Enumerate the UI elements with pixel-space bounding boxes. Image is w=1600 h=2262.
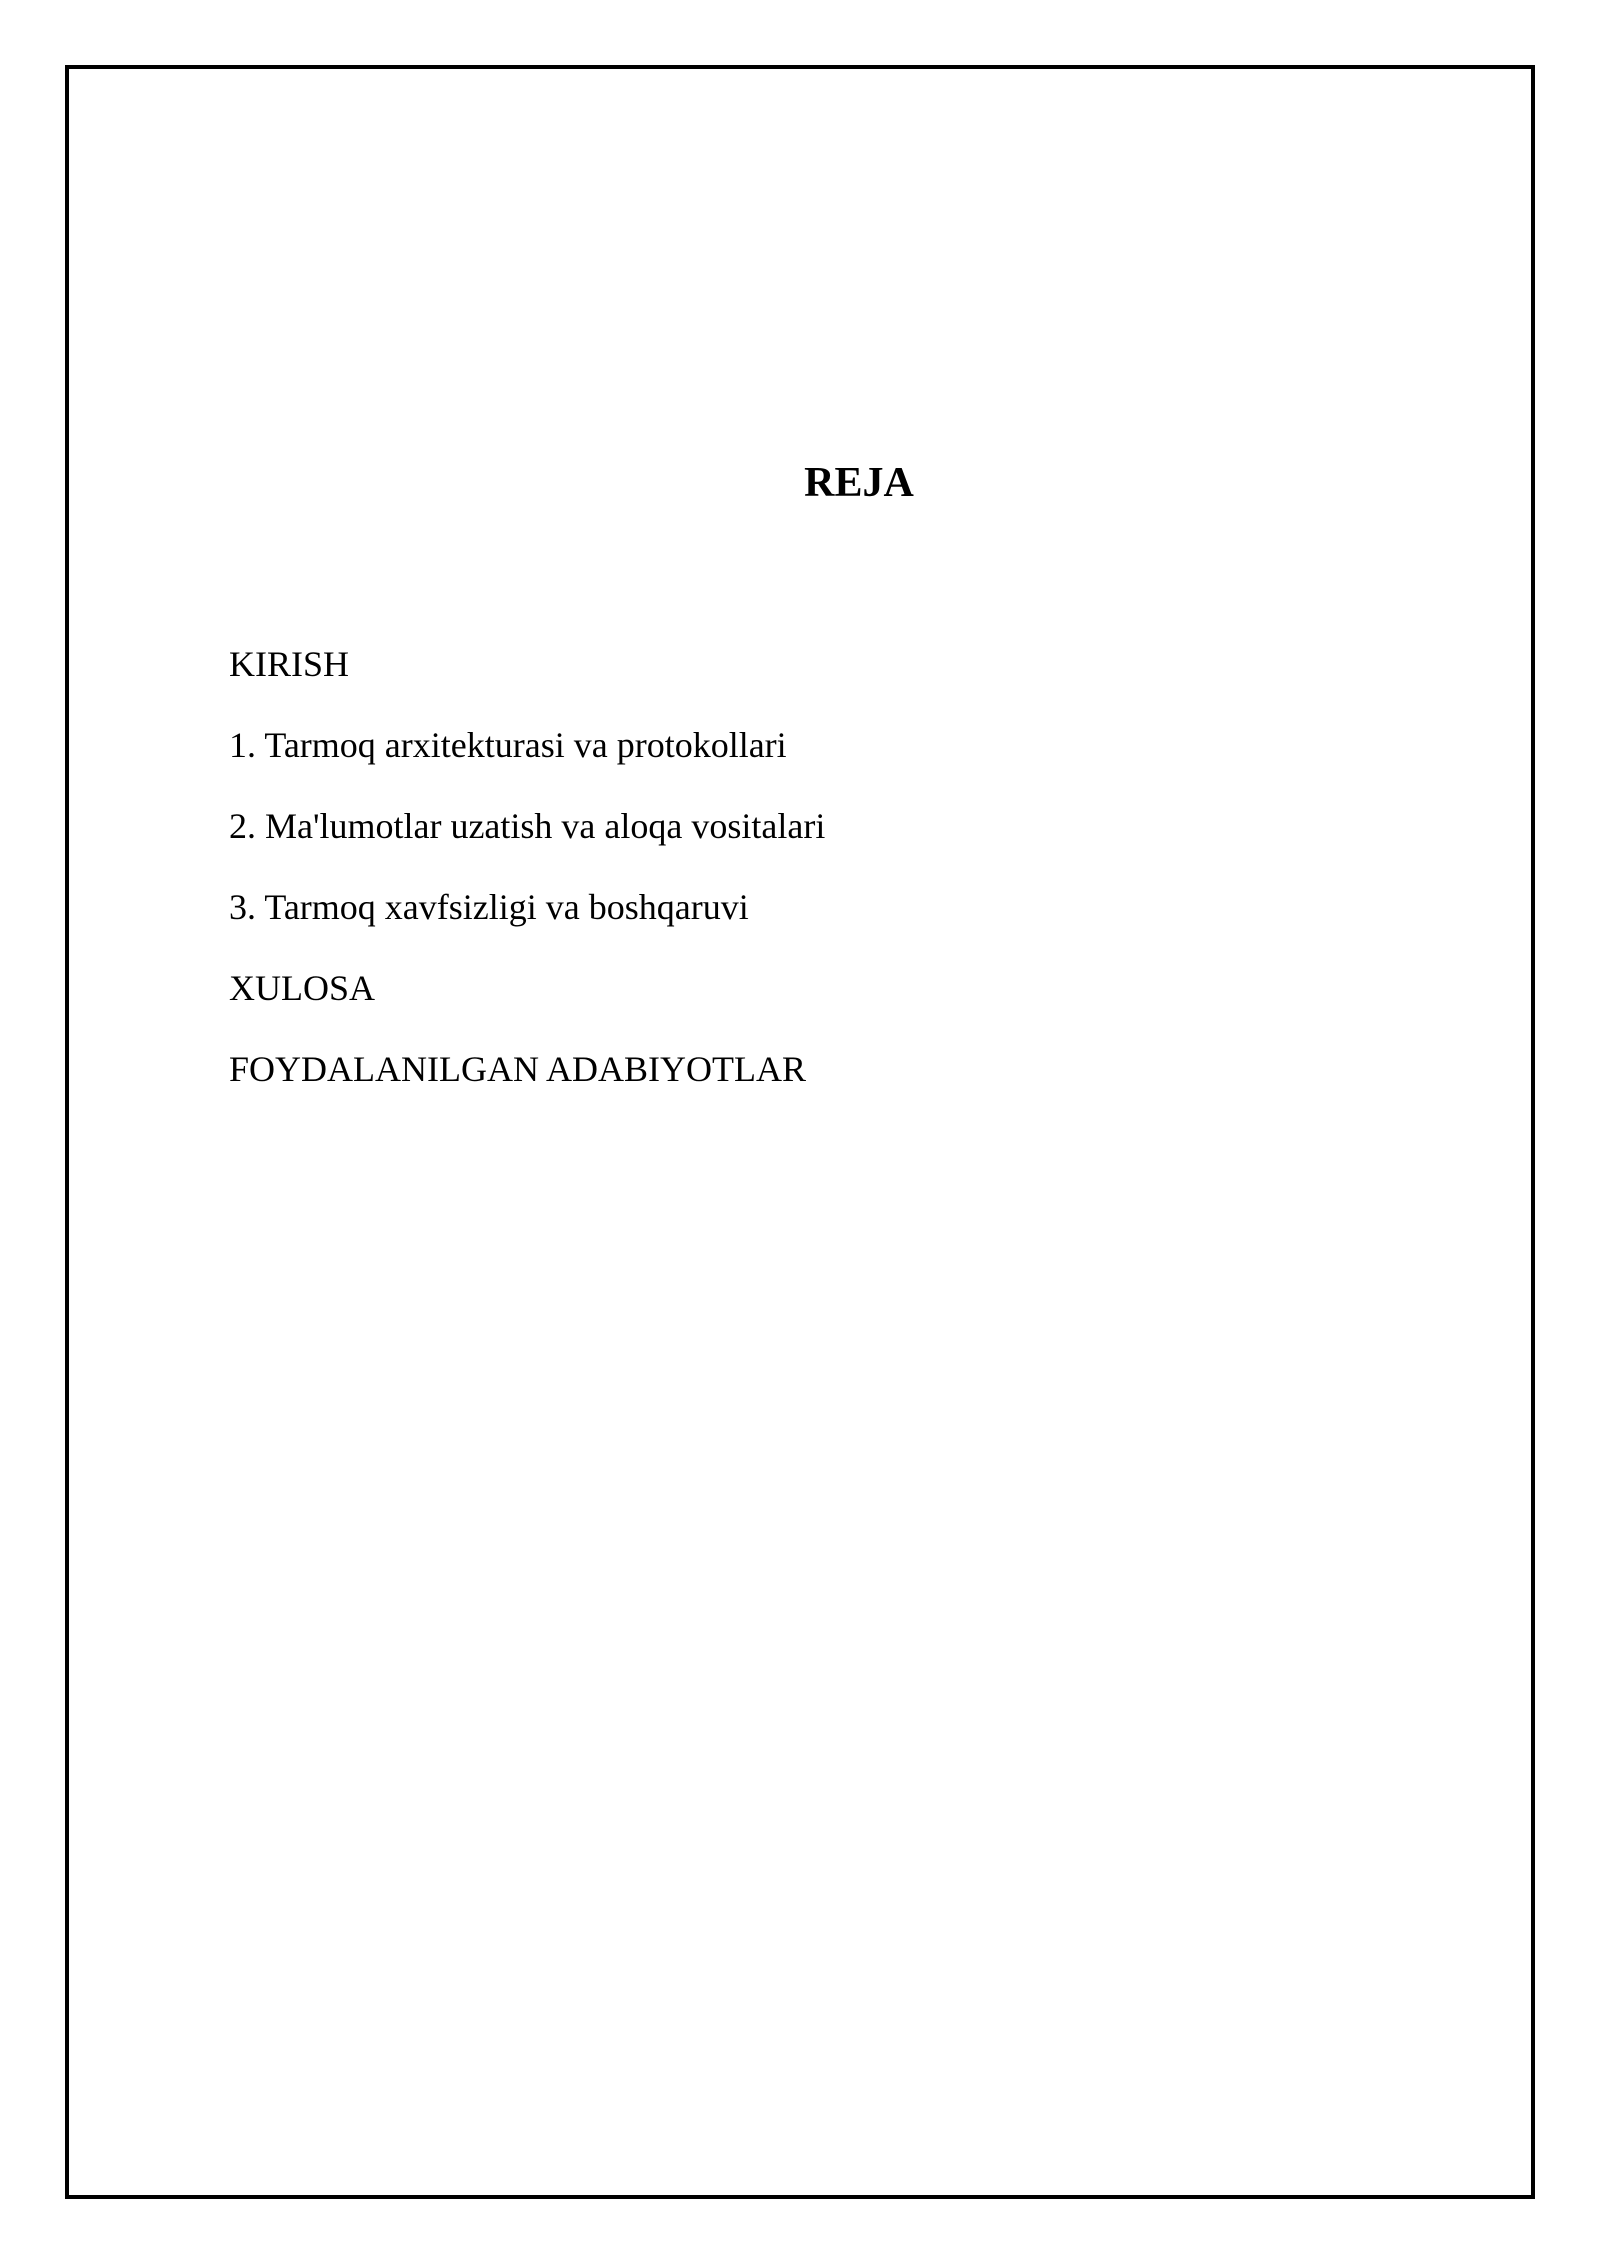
table-of-contents [229, 640, 825, 1126]
toc-item-2: 2. Ma'lumotlar uzatish va aloqa vositalari [229, 806, 826, 846]
toc-item-1: 1. Tarmoq arxitekturasi va protokollari [229, 725, 787, 765]
toc-item-kirish: KIRISH [229, 644, 350, 684]
toc-item-xulosa: XULOSA [229, 968, 376, 1008]
page-title: REJA [804, 460, 914, 506]
toc-item-adabiyotlar: FOYDALANILGAN ADABIYOTLAR [229, 1049, 806, 1089]
toc-item-3: 3. Tarmoq xavfsizligi va boshqaruvi [229, 887, 749, 927]
page-border [65, 65, 1535, 2199]
